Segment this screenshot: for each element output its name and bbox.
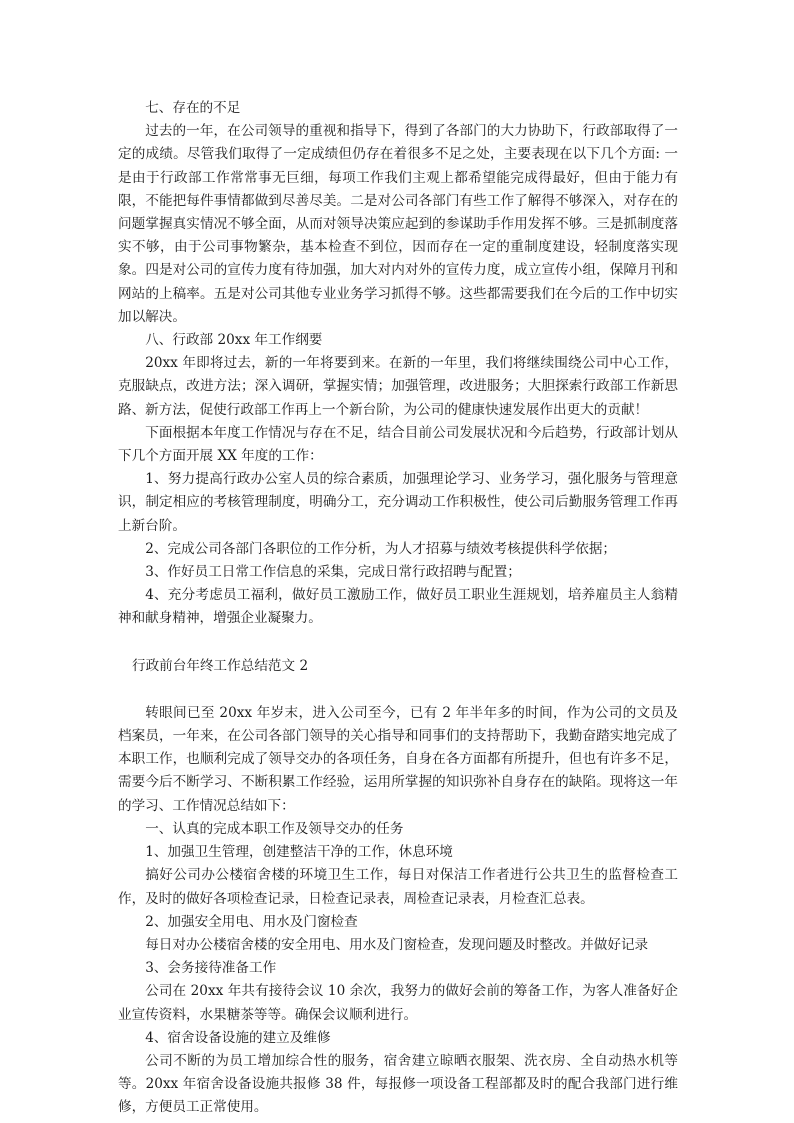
list-item: 2、完成公司各部门各职位的工作分析，为人才招募与绩效考核提供科学依据； bbox=[145, 540, 617, 557]
paragraph: 公司在 20xx 年共有接待会议 10 余次，我努力的做好会前的筹备工作，为客人准备好企业宣传资料，水果糖茶等等。确保会议顺利进行。 bbox=[118, 983, 678, 1023]
paragraph: 搞好公司办公楼宿舍楼的环境卫生工作，每日对保洁工作者进行公共卫生的监督检查工作，及时的做好各项检查记录，日检查记录表，周检查记录表，月检查汇总表。 bbox=[118, 867, 678, 907]
section-heading: 一、认真的完成本职工作及领导交办的任务 bbox=[145, 820, 404, 837]
section-heading: 八、行政部 20xx 年工作纲要 bbox=[145, 332, 323, 349]
document-page bbox=[118, 97, 678, 1120]
paragraph: 过去的一年，在公司领导的重视和指导下，得到了各部门的大力协助下，行政部取得了一定的成绩。尽管我们取得了一定成绩但仍存在着很多不足之处，主要表现在以下几个方面: 一是由于行政部工作常常事无巨细，每项工作我们主观上都希望能完成得最好，但由于能力有限，不能把每件事情都做到尽善尽美。二是对公司各部门有些工作了解得不够深入，对存在的问题掌握真实情况不够全面，从而对领导决策应起到的参谋助手作用发挥不够。三是抓制度落实不够，由于公司事物繁杂，基本检查不到位，因而存在一定的重制度建设，轻制度落实现象。四是对公司的宣传力度有待加强，加大对内对外的宣传力度，成立宣传小组，保障月刊和网站的上稿率。五是对公司其他专业业务学习抓得不够。这些都需要我们在今后的工作中切实加以解决。 bbox=[118, 123, 678, 325]
list-item: 3、作好员工日常工作信息的采集，完成日常行政招聘与配置； bbox=[145, 564, 521, 581]
article-title: 行政前台年终工作总结范文 2 bbox=[132, 657, 309, 674]
paragraph: 20xx 年即将过去，新的一年将要到来。在新的一年里，我们将继续围绕公司中心工作，克服缺点，改进方法；深入调研，掌握实情；加强管理，改进服务；大胆探索行政部工作新思路、新方法，促使行政部工作再上一个新台阶，为公司的健康快速发展作出更大的贡献！ bbox=[118, 355, 678, 418]
subsection-heading: 3、会务接待准备工作 bbox=[145, 960, 277, 977]
paragraph: 转眼间已至 20xx 年岁末，进入公司至今，已有 2 年半年多的时间，作为公司的文员及档案员，一年来，在公司各部门领导的关心指导和同事们的支持帮助下，我勤奋踏实地完成了本职工作，也顺利完成了领导交办的各项任务，自身在各方面都有所提升，但也有许多不足，需要今后不断学习、不断积累工作经验，运用所掌握的知识弥补自身存在的缺陷。现将这一年的学习、工作情况总结如下： bbox=[118, 704, 678, 814]
paragraph: 公司不断的为员工增加综合性的服务，宿舍建立晾晒衣服架、洗衣房、全自动热水机等等。20xx 年宿舍设备设施共报修 38 件，每报修一项设备工程部都及时的配合我部门进行维修，方便员工正常使用。 bbox=[118, 1052, 678, 1116]
list-item: 4、充分考虑员工福利，做好员工激励工作，做好员工职业生涯规划，培养雇员主人翁精神和献身精神，增强企业凝聚力。 bbox=[118, 587, 678, 627]
section-7 bbox=[118, 97, 678, 329]
subsection-heading: 2、加强安全用电、用水及门窗检查 bbox=[145, 913, 358, 930]
article-2 bbox=[118, 702, 678, 1120]
section-heading: 七、存在的不足 bbox=[145, 100, 241, 116]
paragraph: 每日对办公楼宿舍楼的安全用电、用水及门窗检查，发现问题及时整改。并做好记录 bbox=[145, 936, 649, 953]
subsection-heading: 1、加强卫生管理，创建整洁干净的工作，休息环境 bbox=[145, 844, 453, 861]
paragraph: 下面根据本年度工作情况与存在不足，结合目前公司发展状况和今后趋势，行政部计划从下几个方面开展 XX 年度的工作： bbox=[118, 424, 678, 465]
list-item: 1、努力提高行政办公室人员的综合素质，加强理论学习、业务学习，强化服务与管理意识，制定相应的考核管理制度，明确分工，充分调动工作积极性，使公司后勤服务管理工作再上新台阶。 bbox=[118, 471, 678, 534]
subsection-heading: 4、宿舍设备设施的建立及维修 bbox=[145, 1029, 331, 1046]
section-8 bbox=[118, 329, 678, 631]
